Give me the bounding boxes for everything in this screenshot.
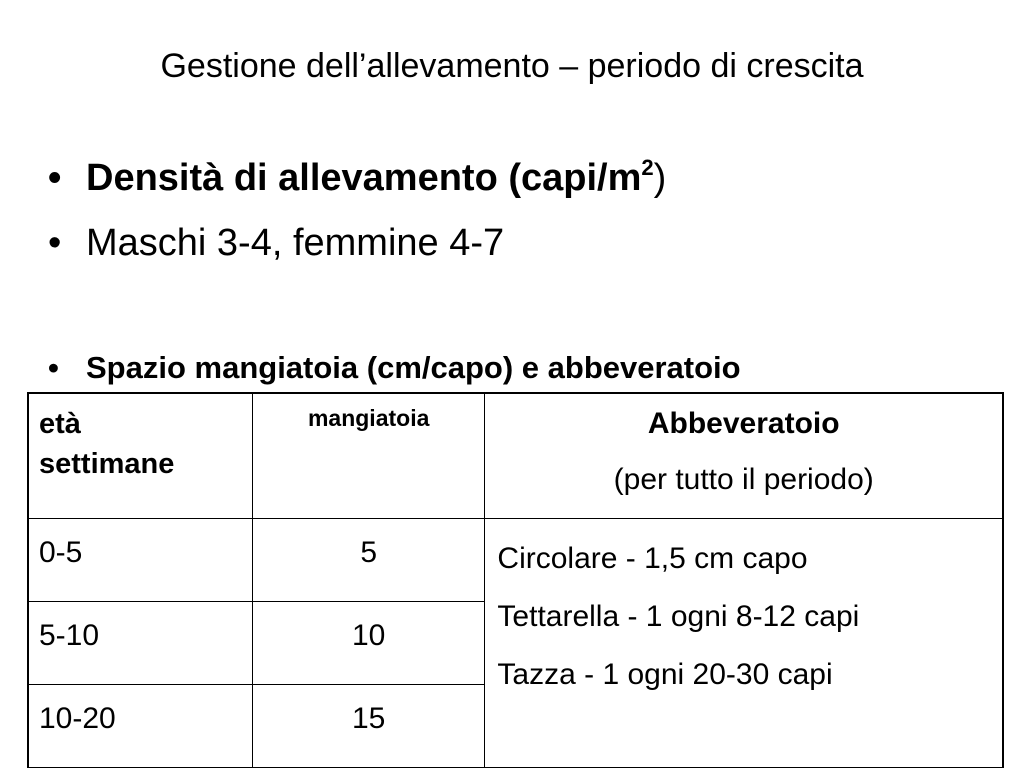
header-eta-line2: settimane [39,448,175,480]
bullet-density-text: Densità di allevamento (capi/m [86,157,642,199]
bullet-sexes-text: Maschi 3-4, femmine 4-7 [86,222,505,264]
bullet-dot: • [48,157,62,199]
cell-eta: 5-10 [28,602,252,685]
bullet-dot: • [48,222,62,264]
bullet-density [48,153,666,203]
cell-mangiatoia: 5 [252,519,484,602]
superscript-2: 2 [641,155,654,181]
bullet-density-close: ) [653,157,667,199]
abbeveratoio-line: Tettarella - 1 ogni 8-12 capi [497,600,860,633]
feeding-table [27,392,1004,768]
header-abbeveratoio-sub: (per tutto il periodo) [613,463,874,496]
bullet-space [48,343,741,393]
header-abbeveratoio-title: Abbeveratoio [647,407,840,440]
cell-mangiatoia: 10 [252,602,484,685]
bullet-space-text: Spazio mangiatoia (cm/capo) e abbeveratoio [86,350,741,385]
table-row [28,519,1003,602]
table-header-row [28,393,1003,519]
bullet-sexes [48,218,504,268]
header-abbeveratoio [485,393,1003,519]
header-eta-line1: età [39,408,81,440]
header-mangiatoia: mangiatoia [252,393,484,519]
abbeveratoio-line: Tazza - 1 ogni 20-30 capi [497,658,833,691]
slide-title: Gestione dell’allevamento – periodo di crescita [160,47,864,85]
cell-eta: 10-20 [28,685,252,768]
cell-abbeveratoio [485,519,1003,768]
abbeveratoio-line: Circolare - 1,5 cm capo [497,542,808,575]
cell-mangiatoia: 15 [252,685,484,768]
bullet-dot: • [48,350,59,385]
header-eta [28,393,252,519]
cell-eta: 0-5 [28,519,252,602]
